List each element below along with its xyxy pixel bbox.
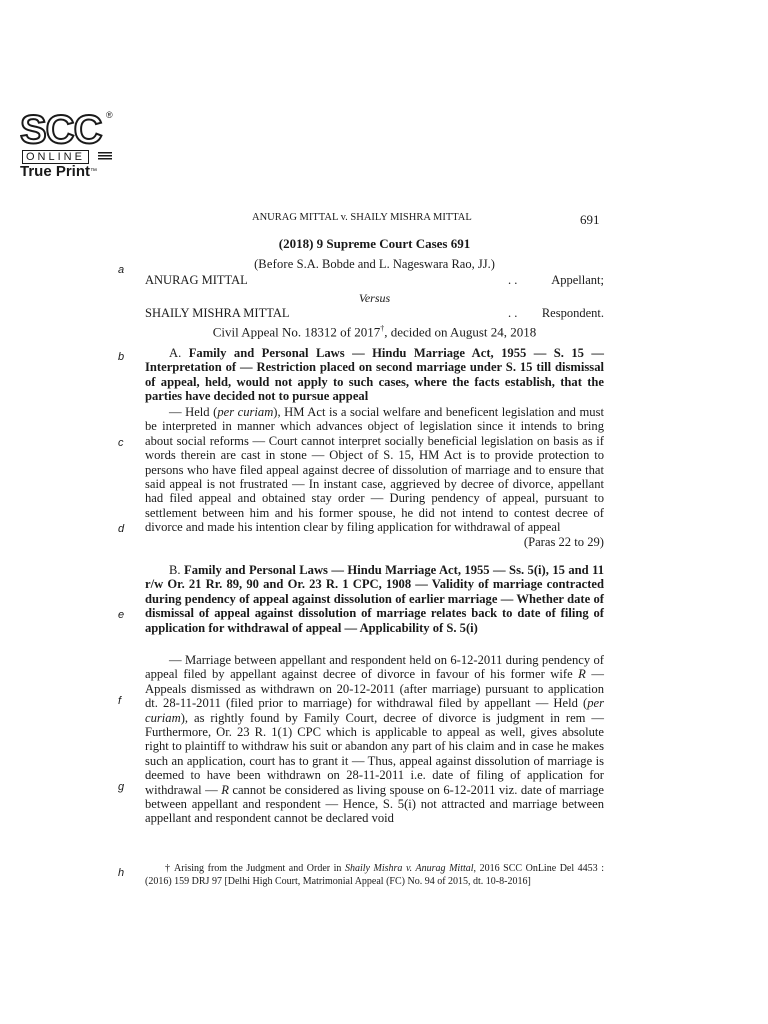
bench: (Before S.A. Bobde and L. Nageswara Rao, JJ.): [254, 257, 495, 271]
running-head: ANURAG MITTAL v. SHAILY MISHRA MITTAL: [252, 212, 472, 223]
appellant-name: ANURAG MITTAL: [145, 273, 248, 287]
page-number: 691: [580, 212, 600, 227]
margin-letter-c: c: [118, 437, 124, 449]
held-b: — Marriage between appellant and respondent held on 6-12-2011 during pendency of appeal filed by appellant against decree of divorce in favour of his former wife R — Appeals dismissed as withdrawn on 20-12-2011 (after marriage) pursuant to application dt. 28-11-2011 (filed prior to marriage) for withdrawal filed by appellant — Held (per curiam), as rightly found by Family Court, decree of divorce is judgment in rem — Furthermore, Or. 23 R. 1(1) CPC which is applicable to appeal as well, gives absolute right to plaintiff to withdraw his suit or abandon any part of his claim and in case he makes such an application, court has to grant it — Thus, appeal against dissolution of marriage is deemed to have been withdrawn on 28-11-2011 i.e. date of filing of application for withdrawal — R cannot be considered as living spouse on 6-12-2011 viz. date of marriage between appellant and respondent — Hence, S. 5(i) not attracted and marriage between appellant and respondent cannot be declared void: [145, 653, 604, 826]
versus: Versus: [358, 291, 391, 305]
respondent-line: SHAILY MISHRA MITTAL . . Respondent.: [145, 306, 604, 320]
headnote-a: A. Family and Personal Laws — Hindu Marriage Act, 1955 — S. 15 — Interpretation of — Restriction placed on second marriage under S. 15 till dismissal of appeal, held, would not apply to such cases, where the facts establish, that the parties have decided not to pursue appeal: [145, 346, 605, 404]
margin-letter-a: a: [118, 264, 125, 276]
margin-letter-f: f: [118, 695, 122, 707]
registered-mark: ®: [106, 110, 113, 120]
respondent-name: SHAILY MISHRA MITTAL: [145, 306, 290, 320]
paras-reference: (Paras 22 to 29): [523, 534, 604, 549]
margin-letter-h: h: [118, 867, 125, 879]
margin-letter-b: b: [118, 351, 125, 363]
logo-online-text: ONLINE: [22, 150, 89, 164]
headnote-b: B. Family and Personal Laws — Hindu Marriage Act, 1955 — Ss. 5(i), 15 and 11 r/w Or. 21 Rr. 89, 90 and Or. 23 R. 1 CPC, 1908 — Validity of marriage contracted during pendency of appeal against dissolution of earlier marriage — Whether date of dismissal of appeal against dissolution of marriage relates back to date of filing of application for withdrawal of appeal — Applicability of S. 5(i): [145, 563, 604, 635]
margin-letter-g: g: [118, 781, 125, 793]
respondent-role: Respondent.: [541, 306, 604, 320]
margin-letter-e: e: [118, 609, 125, 621]
logo-bars-icon: [98, 152, 112, 161]
footnote: † Arising from the Judgment and Order in Shaily Mishra v. Anurag Mittal, 2016 SCC OnLine Del 4453 : (2016) 159 DRJ 97 [Delhi High Court, Matrimonial Appeal (FC) No. 94 of 2015, dt. 10-8-2016]: [145, 863, 605, 887]
scc-online-logo: [20, 110, 116, 180]
case-number-line: Civil Appeal No. 18312 of 2017†, decided on August 24, 2018: [212, 324, 537, 340]
appellant-line: ANURAG MITTAL . . Appellant;: [145, 273, 604, 287]
appellant-role: Appellant;: [551, 273, 604, 287]
case-citation: (2018) 9 Supreme Court Cases 691: [278, 236, 471, 251]
held-a: — Held (per curiam), HM Act is a social welfare and beneficent legislation and must be interpreted in manner which advances object of legislation since it intends to bring about social reforms — Court cannot interpret socially beneficial legislation on basis as if words therein are cast in stone — Object of S. 15, HM Act is to provide protection to persons who have filed appeal against decree of dissolution of marriage and to ensure that said appeal is not frustrated — In instant case, aggrieved by decree of divorce, appellant had filed appeal and obtained stay order — During pendency of appeal, pursuant to settlement between him and his former spouse, he did not intend to contest decree of divorce and made his intention clear by filing application for withdrawal of appeal (Paras 22 to 29): [145, 405, 604, 549]
margin-letter-d: d: [118, 523, 125, 535]
logo-scc-text: SCC: [20, 108, 102, 152]
logo-true-print: True Print™: [20, 163, 98, 180]
